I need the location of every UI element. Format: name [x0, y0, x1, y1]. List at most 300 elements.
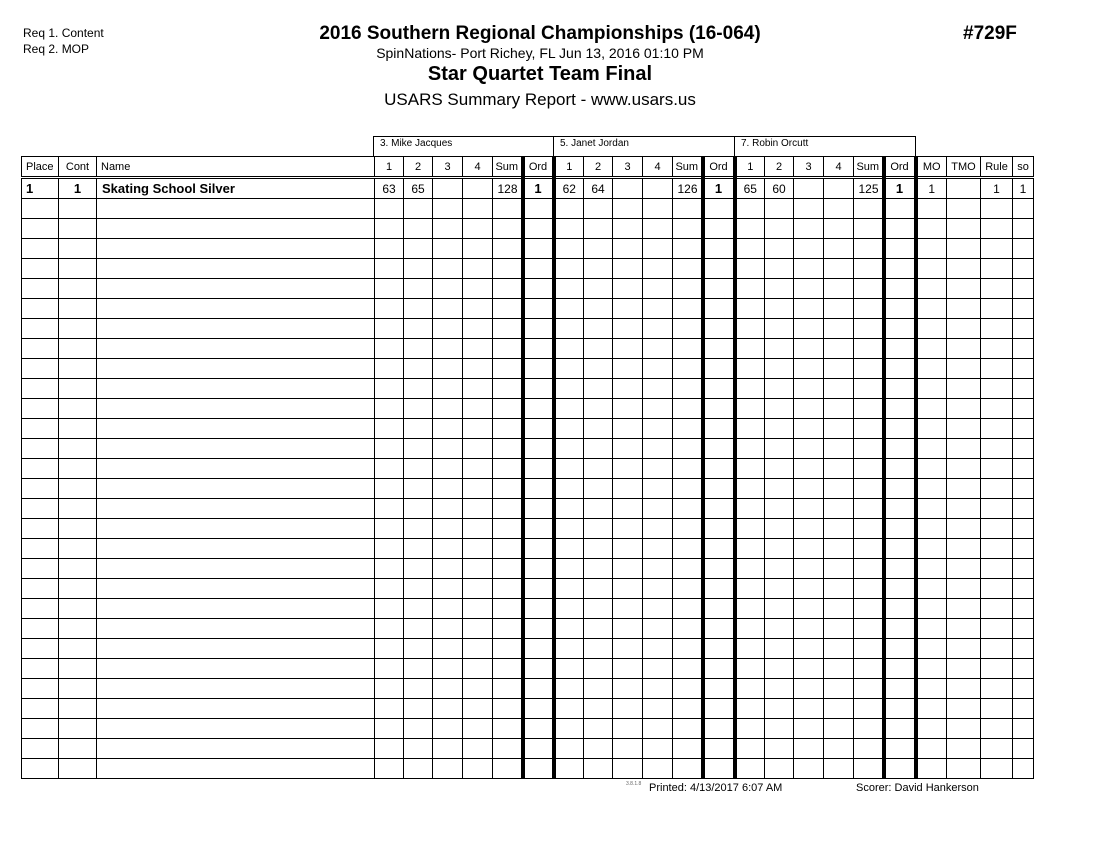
empty-cell: [854, 239, 884, 259]
empty-cell: [463, 539, 493, 559]
empty-cell: [765, 219, 794, 239]
empty-cell: [794, 499, 824, 519]
empty-cell: [947, 259, 981, 279]
empty-cell: [794, 299, 824, 319]
empty-cell: [794, 359, 824, 379]
empty-cell: [97, 599, 375, 619]
empty-cell: [1013, 499, 1034, 519]
empty-cell: [916, 479, 947, 499]
empty-cell: [493, 739, 523, 759]
j3-score-3: [794, 178, 824, 199]
empty-cell: [613, 199, 643, 219]
empty-cell: [404, 399, 433, 419]
empty-cell: [404, 479, 433, 499]
empty-cell: [404, 559, 433, 579]
empty-cell: [375, 759, 404, 779]
empty-cell: [433, 759, 463, 779]
empty-cell: [947, 219, 981, 239]
empty-cell: [59, 599, 97, 619]
empty-cell: [1013, 439, 1034, 459]
empty-cell: [947, 199, 981, 219]
empty-cell: [493, 619, 523, 639]
empty-cell: [97, 659, 375, 679]
empty-cell: [735, 239, 765, 259]
j3-col-4: 4: [824, 157, 854, 178]
empty-table-row: [22, 739, 1034, 759]
results-table: [21, 156, 1034, 779]
empty-cell: [947, 419, 981, 439]
empty-cell: [643, 679, 673, 699]
empty-cell: [884, 759, 916, 779]
empty-cell: [404, 739, 433, 759]
empty-cell: [703, 219, 735, 239]
empty-cell: [824, 539, 854, 559]
empty-table-row: [22, 559, 1034, 579]
empty-cell: [523, 639, 554, 659]
empty-cell: [765, 479, 794, 499]
empty-cell: [703, 439, 735, 459]
empty-cell: [854, 739, 884, 759]
empty-cell: [1013, 379, 1034, 399]
empty-cell: [916, 719, 947, 739]
empty-cell: [584, 459, 613, 479]
empty-cell: [884, 639, 916, 659]
empty-cell: [97, 359, 375, 379]
empty-cell: [493, 499, 523, 519]
empty-cell: [1013, 619, 1034, 639]
empty-cell: [375, 199, 404, 219]
empty-table-row: [22, 639, 1034, 659]
empty-cell: [884, 559, 916, 579]
empty-cell: [493, 239, 523, 259]
empty-cell: [493, 639, 523, 659]
empty-table-row: [22, 599, 1034, 619]
empty-cell: [735, 699, 765, 719]
empty-cell: [765, 739, 794, 759]
empty-cell: [824, 399, 854, 419]
empty-cell: [884, 259, 916, 279]
empty-cell: [735, 299, 765, 319]
empty-cell: [523, 219, 554, 239]
empty-cell: [854, 579, 884, 599]
empty-cell: [554, 539, 584, 559]
empty-cell: [1013, 679, 1034, 699]
empty-cell: [463, 339, 493, 359]
empty-cell: [613, 639, 643, 659]
empty-cell: [673, 379, 703, 399]
empty-cell: [824, 579, 854, 599]
empty-cell: [643, 599, 673, 619]
empty-cell: [673, 699, 703, 719]
empty-cell: [703, 379, 735, 399]
empty-cell: [22, 219, 59, 239]
cont-cell: 1: [59, 178, 97, 199]
empty-cell: [493, 559, 523, 579]
empty-cell: [916, 279, 947, 299]
empty-cell: [97, 639, 375, 659]
empty-cell: [824, 559, 854, 579]
empty-cell: [673, 539, 703, 559]
empty-table-row: [22, 479, 1034, 499]
empty-cell: [794, 459, 824, 479]
empty-cell: [916, 239, 947, 259]
empty-cell: [375, 239, 404, 259]
empty-cell: [584, 299, 613, 319]
empty-cell: [22, 519, 59, 539]
empty-cell: [947, 339, 981, 359]
empty-cell: [375, 719, 404, 739]
empty-cell: [523, 339, 554, 359]
empty-cell: [584, 699, 613, 719]
empty-cell: [884, 379, 916, 399]
empty-cell: [404, 639, 433, 659]
empty-cell: [493, 439, 523, 459]
empty-cell: [916, 359, 947, 379]
j3-score-4: [824, 178, 854, 199]
empty-cell: [375, 379, 404, 399]
empty-cell: [765, 539, 794, 559]
empty-cell: [22, 239, 59, 259]
empty-cell: [1013, 319, 1034, 339]
empty-cell: [916, 539, 947, 559]
empty-cell: [794, 519, 824, 539]
j2-score-1: 62: [554, 178, 584, 199]
empty-cell: [765, 519, 794, 539]
empty-cell: [794, 619, 824, 639]
empty-cell: [1013, 219, 1034, 239]
empty-cell: [463, 499, 493, 519]
empty-cell: [916, 199, 947, 219]
empty-cell: [523, 759, 554, 779]
empty-cell: [703, 399, 735, 419]
empty-cell: [981, 279, 1013, 299]
empty-cell: [981, 319, 1013, 339]
empty-cell: [523, 379, 554, 399]
empty-cell: [884, 659, 916, 679]
empty-cell: [947, 519, 981, 539]
empty-cell: [981, 399, 1013, 419]
empty-cell: [523, 459, 554, 479]
col-rule: Rule: [981, 157, 1013, 178]
empty-cell: [59, 559, 97, 579]
empty-cell: [1013, 399, 1034, 419]
empty-cell: [1013, 699, 1034, 719]
mo-cell: 1: [916, 178, 947, 199]
empty-cell: [884, 739, 916, 759]
empty-table-row: [22, 319, 1034, 339]
empty-cell: [97, 499, 375, 519]
empty-cell: [916, 739, 947, 759]
empty-cell: [916, 399, 947, 419]
empty-cell: [854, 379, 884, 399]
empty-cell: [673, 439, 703, 459]
empty-cell: [433, 719, 463, 739]
empty-cell: [613, 699, 643, 719]
empty-cell: [554, 239, 584, 259]
empty-cell: [523, 599, 554, 619]
empty-cell: [884, 699, 916, 719]
empty-cell: [765, 419, 794, 439]
empty-cell: [613, 599, 643, 619]
empty-cell: [643, 399, 673, 419]
empty-cell: [673, 519, 703, 539]
j3-col-2: 2: [765, 157, 794, 178]
empty-cell: [59, 699, 97, 719]
empty-cell: [884, 619, 916, 639]
empty-cell: [59, 379, 97, 399]
empty-table-row: [22, 299, 1034, 319]
empty-cell: [765, 639, 794, 659]
empty-cell: [673, 199, 703, 219]
empty-cell: [97, 339, 375, 359]
empty-cell: [375, 539, 404, 559]
empty-cell: [375, 339, 404, 359]
empty-cell: [824, 319, 854, 339]
empty-cell: [643, 519, 673, 539]
empty-cell: [947, 619, 981, 639]
empty-cell: [433, 279, 463, 299]
empty-cell: [884, 599, 916, 619]
empty-cell: [947, 539, 981, 559]
empty-cell: [523, 659, 554, 679]
empty-cell: [703, 319, 735, 339]
empty-cell: [463, 639, 493, 659]
empty-cell: [22, 759, 59, 779]
empty-cell: [703, 759, 735, 779]
empty-cell: [947, 719, 981, 739]
j2-col-2: 2: [584, 157, 613, 178]
empty-cell: [854, 759, 884, 779]
empty-cell: [643, 699, 673, 719]
empty-cell: [523, 579, 554, 599]
table-row: [22, 178, 1034, 199]
empty-cell: [854, 719, 884, 739]
empty-cell: [765, 379, 794, 399]
empty-cell: [404, 579, 433, 599]
empty-cell: [554, 659, 584, 679]
empty-cell: [673, 759, 703, 779]
empty-cell: [375, 319, 404, 339]
rule-cell: 1: [981, 178, 1013, 199]
empty-cell: [824, 699, 854, 719]
empty-cell: [463, 299, 493, 319]
empty-cell: [981, 299, 1013, 319]
empty-cell: [404, 239, 433, 259]
empty-cell: [884, 279, 916, 299]
empty-cell: [463, 679, 493, 699]
empty-cell: [981, 699, 1013, 719]
empty-cell: [1013, 259, 1034, 279]
empty-cell: [947, 599, 981, 619]
empty-cell: [765, 759, 794, 779]
empty-cell: [554, 499, 584, 519]
empty-cell: [735, 499, 765, 519]
empty-cell: [59, 759, 97, 779]
empty-cell: [916, 259, 947, 279]
empty-cell: [523, 679, 554, 699]
empty-cell: [554, 399, 584, 419]
printed-timestamp: Printed: 4/13/2017 6:07 AM: [649, 782, 783, 794]
empty-cell: [703, 679, 735, 699]
empty-cell: [947, 479, 981, 499]
empty-cell: [523, 619, 554, 639]
empty-cell: [404, 759, 433, 779]
empty-cell: [59, 279, 97, 299]
empty-cell: [916, 699, 947, 719]
empty-cell: [523, 259, 554, 279]
empty-cell: [493, 399, 523, 419]
empty-cell: [613, 299, 643, 319]
empty-cell: [375, 619, 404, 639]
empty-cell: [613, 399, 643, 419]
j3-ord: 1: [884, 178, 916, 199]
empty-cell: [523, 199, 554, 219]
empty-cell: [463, 559, 493, 579]
empty-table-row: [22, 579, 1034, 599]
empty-cell: [916, 559, 947, 579]
empty-cell: [493, 199, 523, 219]
empty-cell: [404, 619, 433, 639]
empty-cell: [794, 559, 824, 579]
empty-cell: [673, 599, 703, 619]
empty-cell: [22, 479, 59, 499]
empty-cell: [673, 619, 703, 639]
empty-cell: [554, 319, 584, 339]
empty-cell: [59, 579, 97, 599]
empty-cell: [584, 239, 613, 259]
empty-cell: [794, 199, 824, 219]
empty-cell: [404, 379, 433, 399]
empty-table-row: [22, 519, 1034, 539]
empty-cell: [703, 599, 735, 619]
empty-cell: [673, 399, 703, 419]
empty-cell: [375, 499, 404, 519]
empty-cell: [916, 459, 947, 479]
empty-cell: [22, 259, 59, 279]
empty-table-row: [22, 659, 1034, 679]
empty-cell: [1013, 359, 1034, 379]
empty-cell: [59, 359, 97, 379]
empty-cell: [643, 299, 673, 319]
j2-score-4: [643, 178, 673, 199]
location-datetime: SpinNations- Port Richey, FL Jun 13, 2016 01:10 PM: [376, 45, 704, 61]
empty-cell: [22, 679, 59, 699]
j2-col-3: 3: [613, 157, 643, 178]
j2-col-4: 4: [643, 157, 673, 178]
empty-cell: [824, 499, 854, 519]
column-header-row: [22, 157, 1034, 178]
empty-cell: [673, 499, 703, 519]
empty-cell: [22, 199, 59, 219]
empty-cell: [854, 679, 884, 699]
event-number: #729F: [963, 23, 1017, 44]
empty-cell: [584, 739, 613, 759]
empty-cell: [493, 359, 523, 379]
empty-cell: [22, 659, 59, 679]
empty-cell: [404, 359, 433, 379]
empty-cell: [433, 559, 463, 579]
empty-cell: [854, 539, 884, 559]
empty-cell: [824, 379, 854, 399]
empty-cell: [854, 459, 884, 479]
empty-cell: [404, 219, 433, 239]
empty-cell: [1013, 419, 1034, 439]
j1-col-3: 3: [433, 157, 463, 178]
empty-cell: [643, 579, 673, 599]
empty-cell: [493, 679, 523, 699]
judge-header-2: 5. Janet Jordan: [553, 136, 735, 156]
empty-cell: [981, 359, 1013, 379]
empty-cell: [97, 699, 375, 719]
empty-cell: [643, 319, 673, 339]
empty-cell: [824, 619, 854, 639]
empty-cell: [1013, 299, 1034, 319]
empty-cell: [463, 279, 493, 299]
empty-cell: [735, 659, 765, 679]
empty-cell: [981, 459, 1013, 479]
empty-cell: [884, 479, 916, 499]
empty-cell: [1013, 739, 1034, 759]
empty-cell: [584, 399, 613, 419]
j1-score-1: 63: [375, 178, 404, 199]
empty-cell: [643, 479, 673, 499]
empty-cell: [22, 459, 59, 479]
empty-cell: [22, 379, 59, 399]
empty-cell: [735, 739, 765, 759]
empty-cell: [613, 459, 643, 479]
empty-cell: [375, 399, 404, 419]
empty-cell: [59, 299, 97, 319]
empty-cell: [794, 419, 824, 439]
empty-cell: [59, 339, 97, 359]
j3-score-1: 65: [735, 178, 765, 199]
empty-cell: [22, 719, 59, 739]
empty-cell: [22, 439, 59, 459]
empty-cell: [554, 699, 584, 719]
empty-cell: [981, 419, 1013, 439]
empty-cell: [884, 419, 916, 439]
empty-cell: [735, 579, 765, 599]
empty-cell: [854, 259, 884, 279]
empty-cell: [554, 219, 584, 239]
empty-cell: [463, 659, 493, 679]
empty-cell: [554, 339, 584, 359]
j2-sum: 126: [673, 178, 703, 199]
empty-cell: [463, 219, 493, 239]
empty-cell: [824, 519, 854, 539]
empty-table-row: [22, 759, 1034, 779]
empty-cell: [22, 639, 59, 659]
empty-cell: [643, 639, 673, 659]
empty-cell: [824, 599, 854, 619]
empty-cell: [59, 679, 97, 699]
empty-cell: [613, 759, 643, 779]
empty-cell: [22, 599, 59, 619]
empty-cell: [613, 379, 643, 399]
empty-cell: [523, 239, 554, 259]
empty-cell: [584, 499, 613, 519]
empty-cell: [523, 359, 554, 379]
empty-cell: [981, 239, 1013, 259]
empty-cell: [824, 219, 854, 239]
empty-cell: [765, 699, 794, 719]
empty-cell: [673, 479, 703, 499]
empty-cell: [643, 359, 673, 379]
empty-cell: [884, 199, 916, 219]
empty-cell: [673, 239, 703, 259]
empty-cell: [824, 439, 854, 459]
empty-cell: [433, 499, 463, 519]
